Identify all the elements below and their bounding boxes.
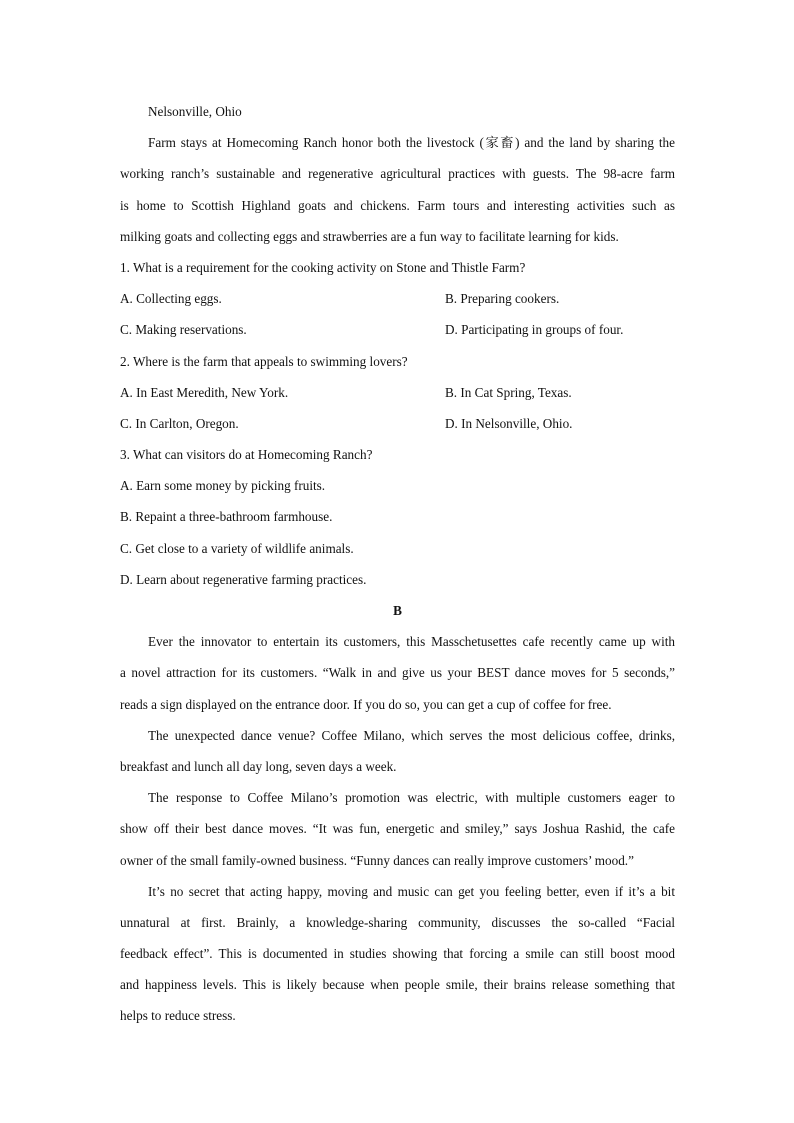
paragraph-line: breakfast and lunch all day long, seven days a week. bbox=[120, 758, 397, 774]
option-d: D. In Nelsonville, Ohio. bbox=[445, 415, 573, 431]
question-stem: 2. Where is the farm that appeals to swimming lovers? bbox=[120, 353, 408, 369]
question-stem: 3. What can visitors do at Homecoming Ranch? bbox=[120, 447, 373, 463]
paragraph-line: helps to reduce stress. bbox=[120, 1008, 236, 1024]
paragraph-line: feedback effect”. This is documented in studies showing that forcing a smile can still boost mood bbox=[120, 946, 675, 962]
option-a: A. Collecting eggs. bbox=[120, 291, 222, 307]
option-row bbox=[120, 287, 675, 318]
paragraph-line: The unexpected dance venue? Coffee Milano, which serves the most delicious coffee, drinks, bbox=[148, 727, 675, 743]
option-row bbox=[120, 412, 675, 443]
option-c: C. Making reservations. bbox=[120, 322, 247, 338]
option-row bbox=[120, 318, 675, 349]
paragraph-line: is home to Scottish Highland goats and chickens. Farm tours and interesting activities such as bbox=[120, 197, 675, 213]
document-body bbox=[120, 100, 675, 1036]
option-d: D. Learn about regenerative farming practices. bbox=[120, 571, 367, 587]
option-d: D. Participating in groups of four. bbox=[445, 322, 624, 338]
farm-location-heading: Nelsonville, Ohio bbox=[148, 104, 242, 119]
paragraph-line: and happiness levels. This is likely because when people smile, their brains release something that bbox=[120, 977, 675, 993]
option-c: C. In Carlton, Oregon. bbox=[120, 415, 239, 431]
paragraph-line: It’s no secret that acting happy, moving and music can get you feeling better, even if it’s a bit bbox=[148, 883, 675, 899]
paragraph-line: show off their best dance moves. “It was fun, energetic and smiley,” says Joshua Rashid, the cafe bbox=[120, 821, 675, 837]
paragraph-line: Ever the innovator to entertain its customers, this Masschetusettes cafe recently came up with bbox=[148, 634, 675, 650]
paragraph-line: Farm stays at Homecoming Ranch honor both the livestock (家畜) and the land by sharing the bbox=[148, 135, 675, 151]
section-heading: B bbox=[393, 603, 402, 618]
option-b: B. Repaint a three-bathroom farmhouse. bbox=[120, 509, 333, 525]
paragraph-line: working ranch’s sustainable and regenerative agricultural practices with guests. The 98-acre farm bbox=[120, 166, 675, 182]
paragraph-line: owner of the small family-owned business. “Funny dances can really improve customers’ mood.” bbox=[120, 852, 634, 868]
question-stem: 1. What is a requirement for the cooking activity on Stone and Thistle Farm? bbox=[120, 259, 526, 275]
paragraph-line: unnatural at first. Brainly, a knowledge-sharing community, discusses the so-called “Facial bbox=[120, 914, 675, 930]
paragraph-line: The response to Coffee Milano’s promotion was electric, with multiple customers eager to bbox=[148, 790, 675, 806]
option-a: A. In East Meredith, New York. bbox=[120, 384, 289, 400]
option-b: B. Preparing cookers. bbox=[445, 291, 560, 307]
paragraph-line: reads a sign displayed on the entrance door. If you do so, you can get a cup of coffee for free. bbox=[120, 696, 612, 712]
option-row bbox=[120, 381, 675, 412]
option-a: A. Earn some money by picking fruits. bbox=[120, 478, 326, 494]
paragraph-line: a novel attraction for its customers. “Walk in and give us your BEST dance moves for 5 seconds,” bbox=[120, 665, 675, 681]
option-c: C. Get close to a variety of wildlife animals. bbox=[120, 540, 354, 556]
option-b: B. In Cat Spring, Texas. bbox=[445, 384, 572, 400]
paragraph-line: milking goats and collecting eggs and strawberries are a fun way to facilitate learning for kids. bbox=[120, 228, 619, 244]
